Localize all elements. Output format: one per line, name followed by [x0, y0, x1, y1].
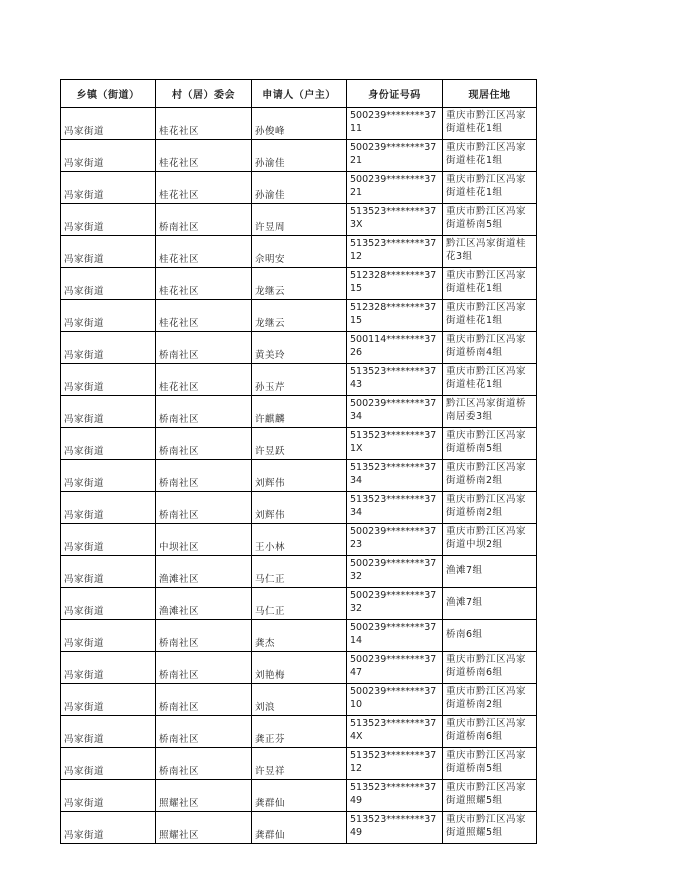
cell-town: 冯家街道 [61, 524, 156, 556]
cell-village: 桥南社区 [156, 716, 252, 748]
cell-id-number: 500239********3721 [347, 140, 443, 172]
cell-address: 重庆市黔江区冯家街道中坝2组 [443, 524, 537, 556]
cell-address: 渔滩7组 [443, 588, 537, 620]
cell-town: 冯家街道 [61, 172, 156, 204]
cell-id-number: 513523********3734 [347, 460, 443, 492]
cell-id-number: 500114********3726 [347, 332, 443, 364]
cell-id-number: 500239********3723 [347, 524, 443, 556]
table-row [61, 460, 537, 492]
cell-applicant: 刘浪 [252, 684, 347, 716]
cell-village: 桥南社区 [156, 396, 252, 428]
table-row [61, 620, 537, 652]
header-village: 村（居）委会 [156, 80, 252, 108]
cell-applicant: 王小林 [252, 524, 347, 556]
cell-village: 桂花社区 [156, 172, 252, 204]
cell-applicant: 龚杰 [252, 620, 347, 652]
cell-town: 冯家街道 [61, 652, 156, 684]
cell-address: 重庆市黔江区冯家街道桂花1组 [443, 140, 537, 172]
cell-applicant: 龙继云 [252, 300, 347, 332]
cell-address: 重庆市黔江区冯家街道照耀5组 [443, 812, 537, 844]
cell-id-number: 513523********374X [347, 716, 443, 748]
cell-address: 重庆市黔江区冯家街道桥南5组 [443, 428, 537, 460]
table-row [61, 236, 537, 268]
cell-applicant: 许昱跃 [252, 428, 347, 460]
cell-id-number: 512328********3715 [347, 300, 443, 332]
header-row [61, 80, 537, 108]
cell-village: 桂花社区 [156, 236, 252, 268]
cell-address: 重庆市黔江区冯家街道桥南2组 [443, 492, 537, 524]
cell-address: 桥南6组 [443, 620, 537, 652]
cell-address: 重庆市黔江区冯家街道桥南5组 [443, 748, 537, 780]
cell-address: 黔江区冯家街道桥南居委3组 [443, 396, 537, 428]
cell-address: 重庆市黔江区冯家街道桥南5组 [443, 204, 537, 236]
cell-town: 冯家街道 [61, 428, 156, 460]
cell-town: 冯家街道 [61, 492, 156, 524]
table-row [61, 588, 537, 620]
cell-village: 桂花社区 [156, 300, 252, 332]
cell-id-number: 500239********3732 [347, 556, 443, 588]
cell-village: 照耀社区 [156, 812, 252, 844]
cell-applicant: 许麒麟 [252, 396, 347, 428]
cell-id-number: 513523********3749 [347, 812, 443, 844]
cell-id-number: 500239********3721 [347, 172, 443, 204]
cell-town: 冯家街道 [61, 108, 156, 140]
cell-town: 冯家街道 [61, 236, 156, 268]
table-row [61, 108, 537, 140]
cell-id-number: 513523********3712 [347, 748, 443, 780]
table-row [61, 204, 537, 236]
table-body [61, 108, 537, 844]
cell-applicant: 马仁正 [252, 556, 347, 588]
cell-village: 桂花社区 [156, 108, 252, 140]
header-town: 乡镇（街道） [61, 80, 156, 108]
cell-applicant: 刘辉伟 [252, 460, 347, 492]
table-row [61, 364, 537, 396]
cell-id-number: 500239********3714 [347, 620, 443, 652]
cell-applicant: 孙玉芹 [252, 364, 347, 396]
cell-id-number: 500239********3710 [347, 684, 443, 716]
cell-village: 桥南社区 [156, 460, 252, 492]
cell-town: 冯家街道 [61, 556, 156, 588]
cell-town: 冯家街道 [61, 332, 156, 364]
cell-village: 桂花社区 [156, 140, 252, 172]
cell-town: 冯家街道 [61, 300, 156, 332]
cell-applicant: 刘辉伟 [252, 492, 347, 524]
cell-applicant: 许昱周 [252, 204, 347, 236]
cell-id-number: 513523********3712 [347, 236, 443, 268]
cell-id-number: 513523********3743 [347, 364, 443, 396]
cell-id-number: 500239********3734 [347, 396, 443, 428]
cell-town: 冯家街道 [61, 716, 156, 748]
cell-applicant: 刘艳梅 [252, 652, 347, 684]
cell-village: 桥南社区 [156, 684, 252, 716]
cell-village: 渔滩社区 [156, 588, 252, 620]
cell-village: 桥南社区 [156, 748, 252, 780]
header-applicant: 申请人（户主） [252, 80, 347, 108]
cell-id-number: 513523********373X [347, 204, 443, 236]
cell-address: 重庆市黔江区冯家街道桂花1组 [443, 300, 537, 332]
header-address: 现居住地 [443, 80, 537, 108]
cell-applicant: 龚正芬 [252, 716, 347, 748]
table-row [61, 332, 537, 364]
cell-address: 重庆市黔江区冯家街道桥南6组 [443, 716, 537, 748]
cell-village: 桥南社区 [156, 652, 252, 684]
cell-applicant: 孙渝佳 [252, 172, 347, 204]
table-row [61, 684, 537, 716]
cell-address: 重庆市黔江区冯家街道照耀5组 [443, 780, 537, 812]
table-row [61, 140, 537, 172]
cell-town: 冯家街道 [61, 460, 156, 492]
table-row [61, 556, 537, 588]
header-id-number: 身份证号码 [347, 80, 443, 108]
cell-address: 重庆市黔江区冯家街道桥南2组 [443, 684, 537, 716]
table-row [61, 524, 537, 556]
cell-applicant: 孙俊峰 [252, 108, 347, 140]
cell-village: 照耀社区 [156, 780, 252, 812]
cell-address: 重庆市黔江区冯家街道桥南4组 [443, 332, 537, 364]
table-row [61, 716, 537, 748]
cell-id-number: 500239********3732 [347, 588, 443, 620]
cell-id-number: 513523********3749 [347, 780, 443, 812]
cell-village: 桂花社区 [156, 268, 252, 300]
cell-town: 冯家街道 [61, 364, 156, 396]
table-row [61, 268, 537, 300]
cell-id-number: 513523********3734 [347, 492, 443, 524]
cell-town: 冯家街道 [61, 748, 156, 780]
cell-town: 冯家街道 [61, 268, 156, 300]
table-row [61, 780, 537, 812]
cell-town: 冯家街道 [61, 204, 156, 236]
cell-town: 冯家街道 [61, 140, 156, 172]
cell-town: 冯家街道 [61, 684, 156, 716]
cell-village: 桥南社区 [156, 428, 252, 460]
cell-address: 黔江区冯家街道桂花3组 [443, 236, 537, 268]
table-row [61, 396, 537, 428]
cell-address: 重庆市黔江区冯家街道桥南6组 [443, 652, 537, 684]
cell-address: 重庆市黔江区冯家街道桂花1组 [443, 364, 537, 396]
cell-id-number: 512328********3715 [347, 268, 443, 300]
cell-village: 渔滩社区 [156, 556, 252, 588]
applicant-table [60, 79, 537, 844]
cell-applicant: 马仁正 [252, 588, 347, 620]
cell-village: 桥南社区 [156, 492, 252, 524]
cell-address: 重庆市黔江区冯家街道桥南2组 [443, 460, 537, 492]
table-row [61, 812, 537, 844]
table-row [61, 748, 537, 780]
cell-address: 重庆市黔江区冯家街道桂花1组 [443, 268, 537, 300]
cell-applicant: 黄美玲 [252, 332, 347, 364]
cell-applicant: 孙渝佳 [252, 140, 347, 172]
cell-village: 桥南社区 [156, 332, 252, 364]
cell-address: 渔滩7组 [443, 556, 537, 588]
table-row [61, 172, 537, 204]
cell-village: 桥南社区 [156, 620, 252, 652]
table-row [61, 652, 537, 684]
cell-town: 冯家街道 [61, 812, 156, 844]
cell-town: 冯家街道 [61, 780, 156, 812]
cell-applicant: 龚群仙 [252, 812, 347, 844]
cell-applicant: 龙继云 [252, 268, 347, 300]
cell-town: 冯家街道 [61, 588, 156, 620]
cell-id-number: 513523********371X [347, 428, 443, 460]
cell-address: 重庆市黔江区冯家街道桂花1组 [443, 172, 537, 204]
cell-applicant: 许昱祥 [252, 748, 347, 780]
cell-town: 冯家街道 [61, 620, 156, 652]
cell-address: 重庆市黔江区冯家街道桂花1组 [443, 108, 537, 140]
cell-id-number: 500239********3711 [347, 108, 443, 140]
cell-village: 桥南社区 [156, 204, 252, 236]
cell-applicant: 佘明安 [252, 236, 347, 268]
cell-town: 冯家街道 [61, 396, 156, 428]
cell-applicant: 龚群仙 [252, 780, 347, 812]
cell-village: 桂花社区 [156, 364, 252, 396]
table-row [61, 300, 537, 332]
cell-id-number: 500239********3747 [347, 652, 443, 684]
cell-village: 中坝社区 [156, 524, 252, 556]
table-row [61, 492, 537, 524]
table-row [61, 428, 537, 460]
